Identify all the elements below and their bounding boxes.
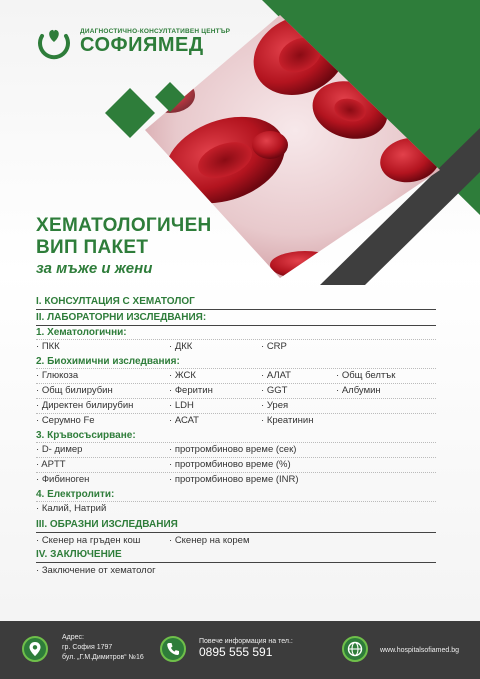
list-item: · LDH	[169, 400, 194, 411]
list-row	[36, 564, 436, 578]
footer-website	[380, 646, 459, 656]
phone-number[interactable]: 0895 555 591	[199, 645, 273, 659]
list-row	[36, 383, 436, 398]
title-line-1: ХЕМАТОЛОГИЧЕН	[36, 215, 212, 236]
list-item: · Серумно Fe	[36, 415, 95, 426]
group-coagulation	[36, 430, 436, 487]
list-item: · АЛАТ	[261, 370, 291, 381]
list-row	[36, 472, 436, 487]
list-item: · Фибиноген	[36, 474, 90, 485]
group-coagulation-title: 3. Кръвосъсирване:	[36, 430, 136, 441]
footer-address	[62, 633, 144, 663]
list-item: · ПКК	[36, 341, 60, 352]
list-row	[36, 457, 436, 472]
list-item: · Директен билирубин	[36, 400, 134, 411]
brand-name: СОФИЯМЕД	[80, 33, 204, 56]
address-label: Адрес:	[62, 634, 84, 641]
list-item: · Скенер на корем	[169, 535, 250, 546]
website-link[interactable]: www.hospitalsofiamed.bg	[380, 647, 459, 654]
section-imaging-title: III. ОБРАЗНИ ИЗСЛЕДВАНИЯ	[36, 518, 436, 533]
list-item: · Заключение от хематолог	[36, 565, 156, 576]
list-item: · Калий, Натрий	[36, 503, 107, 514]
footer-phone	[199, 637, 293, 657]
group-hematology	[36, 327, 436, 354]
phone-icon	[160, 636, 186, 662]
list-item: · протромбиново време (INR)	[169, 474, 299, 485]
package-contents	[36, 295, 436, 578]
group-electrolytes-title: 4. Електролити:	[36, 489, 115, 500]
list-row	[36, 442, 436, 457]
group-hematology-title: 1. Хематологични:	[36, 327, 127, 338]
group-biochemistry-title: 2. Биохимични изследвания:	[36, 356, 180, 367]
address-line-1: гр. София 1797	[62, 644, 113, 651]
list-item: · Феритин	[169, 385, 213, 396]
list-row	[36, 413, 436, 428]
address-line-2: бул. „Г.М.Димитров“ №16	[62, 654, 144, 661]
title-line-3: за мъже и жени	[36, 260, 153, 277]
globe-icon	[342, 636, 368, 662]
section-consultation-title: I. КОНСУЛТАЦИЯ С ХЕМАТОЛОГ	[36, 295, 436, 310]
list-item: · Креатинин	[261, 415, 314, 426]
phone-label: Повече информация на тел.:	[199, 638, 293, 645]
list-item: · CRP	[261, 341, 287, 352]
section-conclusion-title: IV. ЗАКЛЮЧЕНИЕ	[36, 548, 436, 563]
section-lab-title: II. ЛАБОРАТОРНИ ИЗСЛЕДВАНИЯ:	[36, 311, 436, 326]
brand-subtitle: ДИАГНОСТИЧНО-КОНСУЛТАТИВЕН ЦЕНТЪР	[80, 27, 231, 35]
list-row	[36, 398, 436, 413]
list-item: · ДКК	[169, 341, 193, 352]
title-line-2: ВИП ПАКЕТ	[36, 237, 149, 258]
list-item: · Скенер на гръден кош	[36, 535, 141, 546]
list-item: · Албумин	[336, 385, 381, 396]
list-item: · Общ белтък	[336, 370, 396, 381]
list-item: · протромбиново време (сек)	[169, 444, 297, 455]
package-title	[36, 215, 212, 279]
list-row	[36, 368, 436, 383]
footer-bar	[0, 621, 480, 679]
list-row	[36, 534, 436, 548]
list-item: · APTT	[36, 459, 66, 470]
list-item: · протромбиново време (%)	[169, 459, 291, 470]
list-item: · ЖСК	[169, 370, 196, 381]
list-item: · АСАТ	[169, 415, 199, 426]
location-pin-icon	[22, 636, 48, 662]
list-item: · Глюкоза	[36, 370, 79, 381]
brand-logo[interactable]	[36, 24, 230, 60]
logo-icon	[36, 24, 72, 60]
list-item: · D- димер	[36, 444, 83, 455]
list-row	[36, 339, 436, 354]
list-item: · Урея	[261, 400, 289, 411]
list-item: · GGT	[261, 385, 288, 396]
group-biochemistry	[36, 356, 436, 428]
list-item: · Общ билирубин	[36, 385, 113, 396]
list-row	[36, 501, 436, 516]
group-electrolytes	[36, 489, 436, 516]
